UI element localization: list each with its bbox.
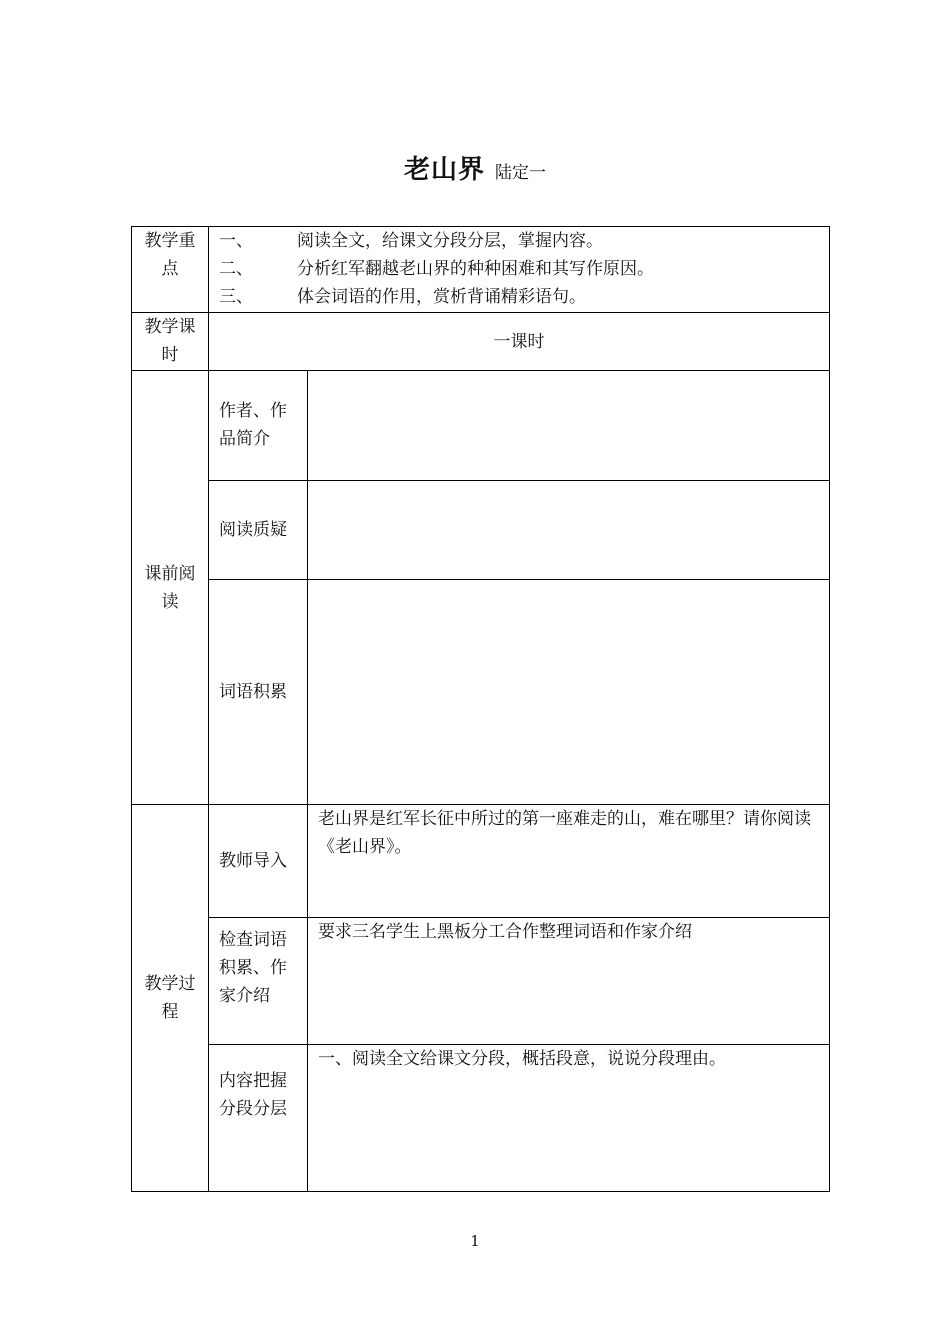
check-vocabulary-label: 检查词语积累、作家介绍 (209, 918, 308, 1045)
goal-number: 一、 (219, 231, 253, 251)
goal-item (219, 255, 819, 283)
hours-row (132, 313, 830, 371)
author-intro-content (308, 371, 830, 481)
document-title (0, 150, 950, 193)
teacher-intro-label: 教师导入 (209, 805, 308, 918)
goal-text: 阅读全文，给课文分段分层，掌握内容。 (297, 231, 603, 251)
reading-questions-content (308, 481, 830, 580)
goals-row (132, 227, 830, 313)
goals-label: 教学重点 (132, 227, 209, 313)
hours-label: 教学课时 (132, 313, 209, 371)
content-grasp-label: 内容把握分段分层 (209, 1045, 308, 1192)
process-label: 教学过程 (132, 805, 209, 1192)
process-row (132, 1045, 830, 1192)
vocabulary-label: 词语积累 (209, 580, 308, 805)
reading-questions-label: 阅读质疑 (209, 481, 308, 580)
page-number: 1 (470, 1232, 480, 1250)
author-intro-label: 作者、作品简介 (209, 371, 308, 481)
prereading-row (132, 580, 830, 805)
prereading-row (132, 371, 830, 481)
process-row (132, 805, 830, 918)
process-row (132, 918, 830, 1045)
hours-value: 一课时 (209, 313, 830, 371)
goal-number: 二、 (219, 259, 253, 279)
goals-list (209, 227, 830, 313)
vocabulary-content (308, 580, 830, 805)
lesson-title: 老山界 (403, 155, 485, 185)
goal-item (219, 283, 819, 311)
check-vocabulary-content: 要求三名学生上黑板分工合作整理词语和作家介绍 (308, 918, 830, 1045)
lesson-plan-table (131, 226, 830, 1192)
goal-text: 体会词语的作用，赏析背诵精彩语句。 (297, 287, 586, 307)
lesson-author: 陆定一 (495, 163, 546, 183)
goal-number: 三、 (219, 287, 253, 307)
goal-text: 分析红军翻越老山界的种种困难和其写作原因。 (297, 259, 654, 279)
teacher-intro-content: 老山界是红军长征中所过的第一座难走的山，难在哪里？请你阅读《老山界》。 (308, 805, 830, 918)
content-grasp-content: 一、阅读全文给课文分段，概括段意，说说分段理由。 (308, 1045, 830, 1192)
prereading-row (132, 481, 830, 580)
goal-item (219, 227, 819, 255)
prereading-label: 课前阅读 (132, 371, 209, 805)
